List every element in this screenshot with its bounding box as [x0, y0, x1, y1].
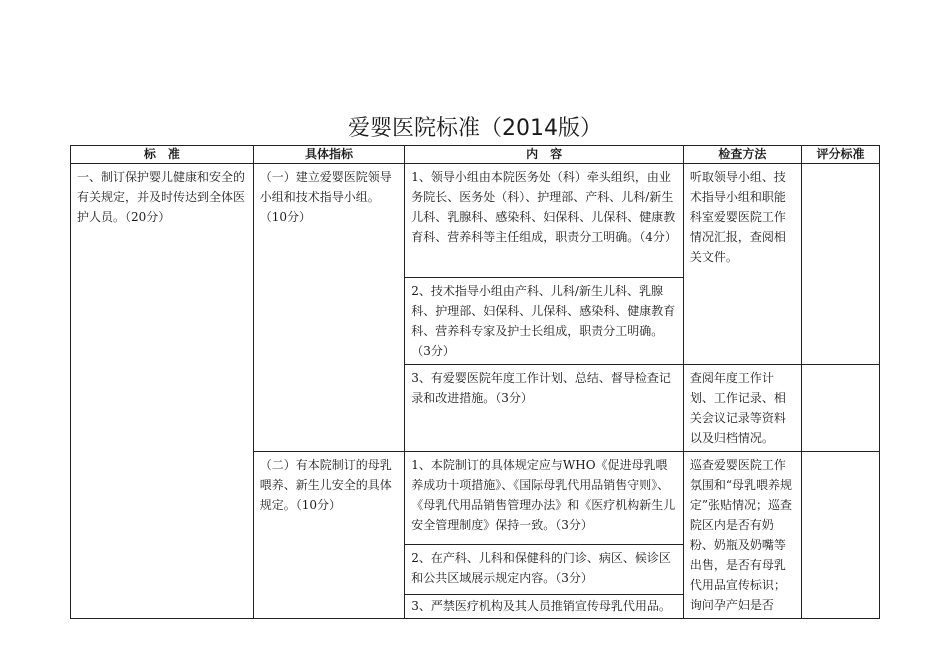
indicator-cell: （一）建立爱婴医院领导小组和技术指导小组。（10分） — [253, 164, 405, 452]
content-cell: 1、本院制订的具体规定应与WHO《促进母乳喂养成功十项措施》、《国际母乳代用品销售守则》、《母乳代用品销售管理办法》和《医疗机构新生儿安全管理制度》保持一致。（3分） — [405, 452, 684, 545]
content-cell: 2、技术指导小组由产科、儿科/新生儿科、乳腺科、护理部、妇保科、儿保科、感染科、健康教育科、营养科专家及护士长组成，职责分工明确。（3分） — [405, 278, 684, 365]
standard-cell: 一、制订保护婴儿健康和安全的有关规定，并及时传达到全体医护人员。（20分） — [71, 164, 254, 619]
header-indicator: 具体指标 — [253, 146, 405, 164]
scoring-cell — [801, 452, 879, 619]
scoring-cell — [801, 164, 879, 365]
document-title: 爱婴医院标准（2014版） — [348, 116, 602, 141]
scoring-cell — [801, 365, 879, 452]
content-cell: 1、领导小组由本院医务处（科）牵头组织，由业务院长、医务处（科）、护理部、产科、儿科/新生儿科、乳腺科、感染科、妇保科、儿保科、健康教育科、营养科等主任组成，职责分工明确。（4分） — [405, 164, 684, 278]
method-cell: 巡查爱婴医院工作氛围和“母乳喂养规定”张贴情况；巡查院区内是否有奶粉、奶瓶及奶嘴等出售，是否有母乳代用品宣传标识；询问孕产妇是否 — [683, 452, 801, 619]
header-scoring: 评分标准 — [801, 146, 879, 164]
content-cell: 3、有爱婴医院年度工作计划、总结、督导检查记录和改进措施。（3分） — [405, 365, 684, 452]
header-method: 检查方法 — [683, 146, 801, 164]
content-cell: 2、在产科、儿科和保健科的门诊、病区、候诊区和公共区域展示规定内容。（3分） — [405, 544, 684, 594]
method-cell: 查阅年度工作计划、工作记录、相关会议记录等资料以及归档情况。 — [683, 365, 801, 452]
method-cell: 听取领导小组、技术指导小组和职能科室爱婴医院工作情况汇报，查阅相关文件。 — [683, 164, 801, 365]
indicator-cell: （二）有本院制订的母乳喂养、新生儿安全的具体规定。（10分） — [253, 452, 405, 619]
content-cell: 3、严禁医疗机构及其人员推销宣传母乳代用品。 — [405, 594, 684, 618]
standards-table — [70, 145, 880, 619]
table-row — [71, 164, 880, 278]
table-header-row — [71, 146, 880, 164]
header-content: 内 容 — [405, 146, 684, 164]
header-standard: 标 准 — [71, 146, 254, 164]
